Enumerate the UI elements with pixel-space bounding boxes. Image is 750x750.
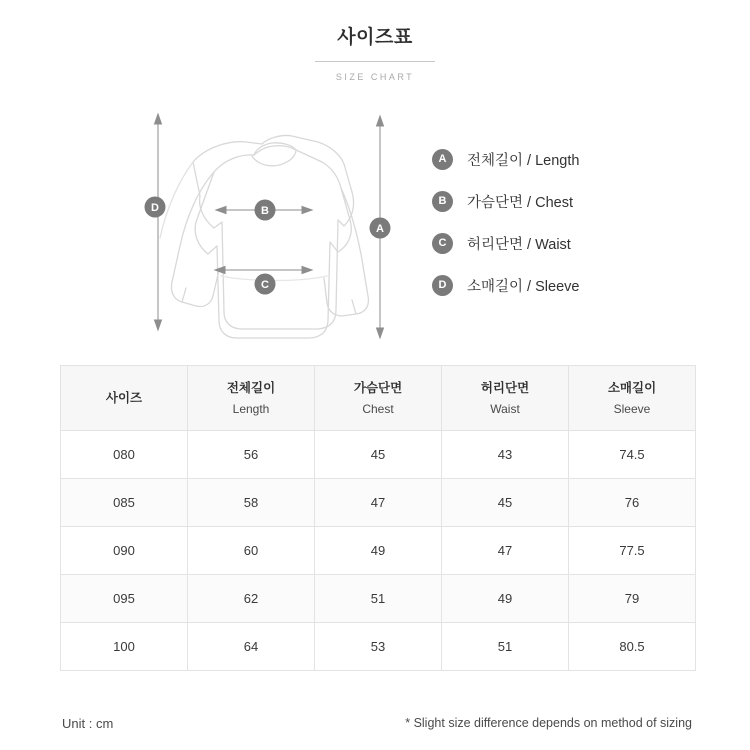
cell-length: 58 <box>188 479 315 527</box>
header-chest-en: Chest <box>362 402 394 416</box>
cell-waist: 43 <box>442 431 569 479</box>
table-header-row <box>61 366 696 431</box>
sizing-disclaimer: * Slight size difference depends on method of sizing <box>405 716 692 730</box>
cell-chest: 51 <box>315 575 442 623</box>
header-waist <box>442 366 569 431</box>
cell-waist: 45 <box>442 479 569 527</box>
table-row <box>61 575 696 623</box>
header-waist-kr: 허리단면 <box>480 381 530 395</box>
cell-length: 60 <box>188 527 315 575</box>
legend-badge-b: B <box>432 191 453 212</box>
cell-size: 080 <box>61 431 188 479</box>
cell-sleeve: 77.5 <box>569 527 696 575</box>
cell-length: 62 <box>188 575 315 623</box>
cell-waist: 47 <box>442 527 569 575</box>
cell-chest: 49 <box>315 527 442 575</box>
size-table-head <box>61 366 696 431</box>
cell-size: 090 <box>61 527 188 575</box>
header-size-label: 사이즈 <box>105 390 143 405</box>
table-row <box>61 527 696 575</box>
header-sleeve-kr: 소매길이 <box>607 381 657 395</box>
page-title: 사이즈표 <box>337 27 413 48</box>
cell-sleeve: 76 <box>569 479 696 527</box>
marker-a <box>370 218 391 239</box>
size-table-container <box>60 365 690 671</box>
cell-sleeve: 74.5 <box>569 431 696 479</box>
legend-label-length: 전체길이 / Length <box>467 152 580 169</box>
svg-text:B: B <box>261 205 269 217</box>
header-chest <box>315 366 442 431</box>
cell-size: 100 <box>61 623 188 671</box>
cell-sleeve: 80.5 <box>569 623 696 671</box>
legend-badge-d: D <box>432 275 453 296</box>
header-waist-en: Waist <box>490 402 520 416</box>
legend-label-chest: 가슴단면 / Chest <box>467 194 573 211</box>
cell-size: 085 <box>61 479 188 527</box>
table-row <box>61 431 696 479</box>
table-row <box>61 479 696 527</box>
cell-sleeve: 79 <box>569 575 696 623</box>
title-divider <box>315 61 435 62</box>
header-length-kr: 전체길이 <box>226 381 276 395</box>
cell-chest: 47 <box>315 479 442 527</box>
measurement-legend <box>432 138 732 306</box>
svg-text:D: D <box>151 202 159 214</box>
cell-chest: 45 <box>315 431 442 479</box>
cell-size: 095 <box>61 575 188 623</box>
cell-length: 64 <box>188 623 315 671</box>
marker-c <box>255 274 276 295</box>
legend-item-length <box>432 138 732 180</box>
cell-waist: 49 <box>442 575 569 623</box>
cell-waist: 51 <box>442 623 569 671</box>
legend-item-waist <box>432 222 732 264</box>
legend-badge-c: C <box>432 233 453 254</box>
page-subtitle: SIZE CHART <box>335 72 415 82</box>
header-size <box>61 366 188 431</box>
legend-label-sleeve: 소매길이 / Sleeve <box>467 278 580 295</box>
cell-chest: 53 <box>315 623 442 671</box>
marker-b <box>255 200 276 221</box>
header-sleeve <box>569 366 696 431</box>
table-row <box>61 623 696 671</box>
legend-item-sleeve <box>432 264 732 306</box>
size-table-body <box>61 431 696 671</box>
header-length <box>188 366 315 431</box>
page-header <box>0 0 750 82</box>
header-sleeve-en: Sleeve <box>613 402 651 416</box>
header-length-en: Length <box>232 402 270 416</box>
legend-badge-a: A <box>432 149 453 170</box>
marker-d <box>145 197 166 218</box>
cell-length: 56 <box>188 431 315 479</box>
legend-label-waist: 허리단면 / Waist <box>467 236 571 253</box>
unit-note: Unit : cm <box>62 716 114 731</box>
header-chest-kr: 가슴단면 <box>353 381 403 395</box>
svg-text:C: C <box>261 279 269 291</box>
size-table <box>60 365 696 671</box>
legend-item-chest <box>432 180 732 222</box>
garment-measurement-diagram <box>0 100 750 350</box>
svg-text:A: A <box>376 223 384 235</box>
